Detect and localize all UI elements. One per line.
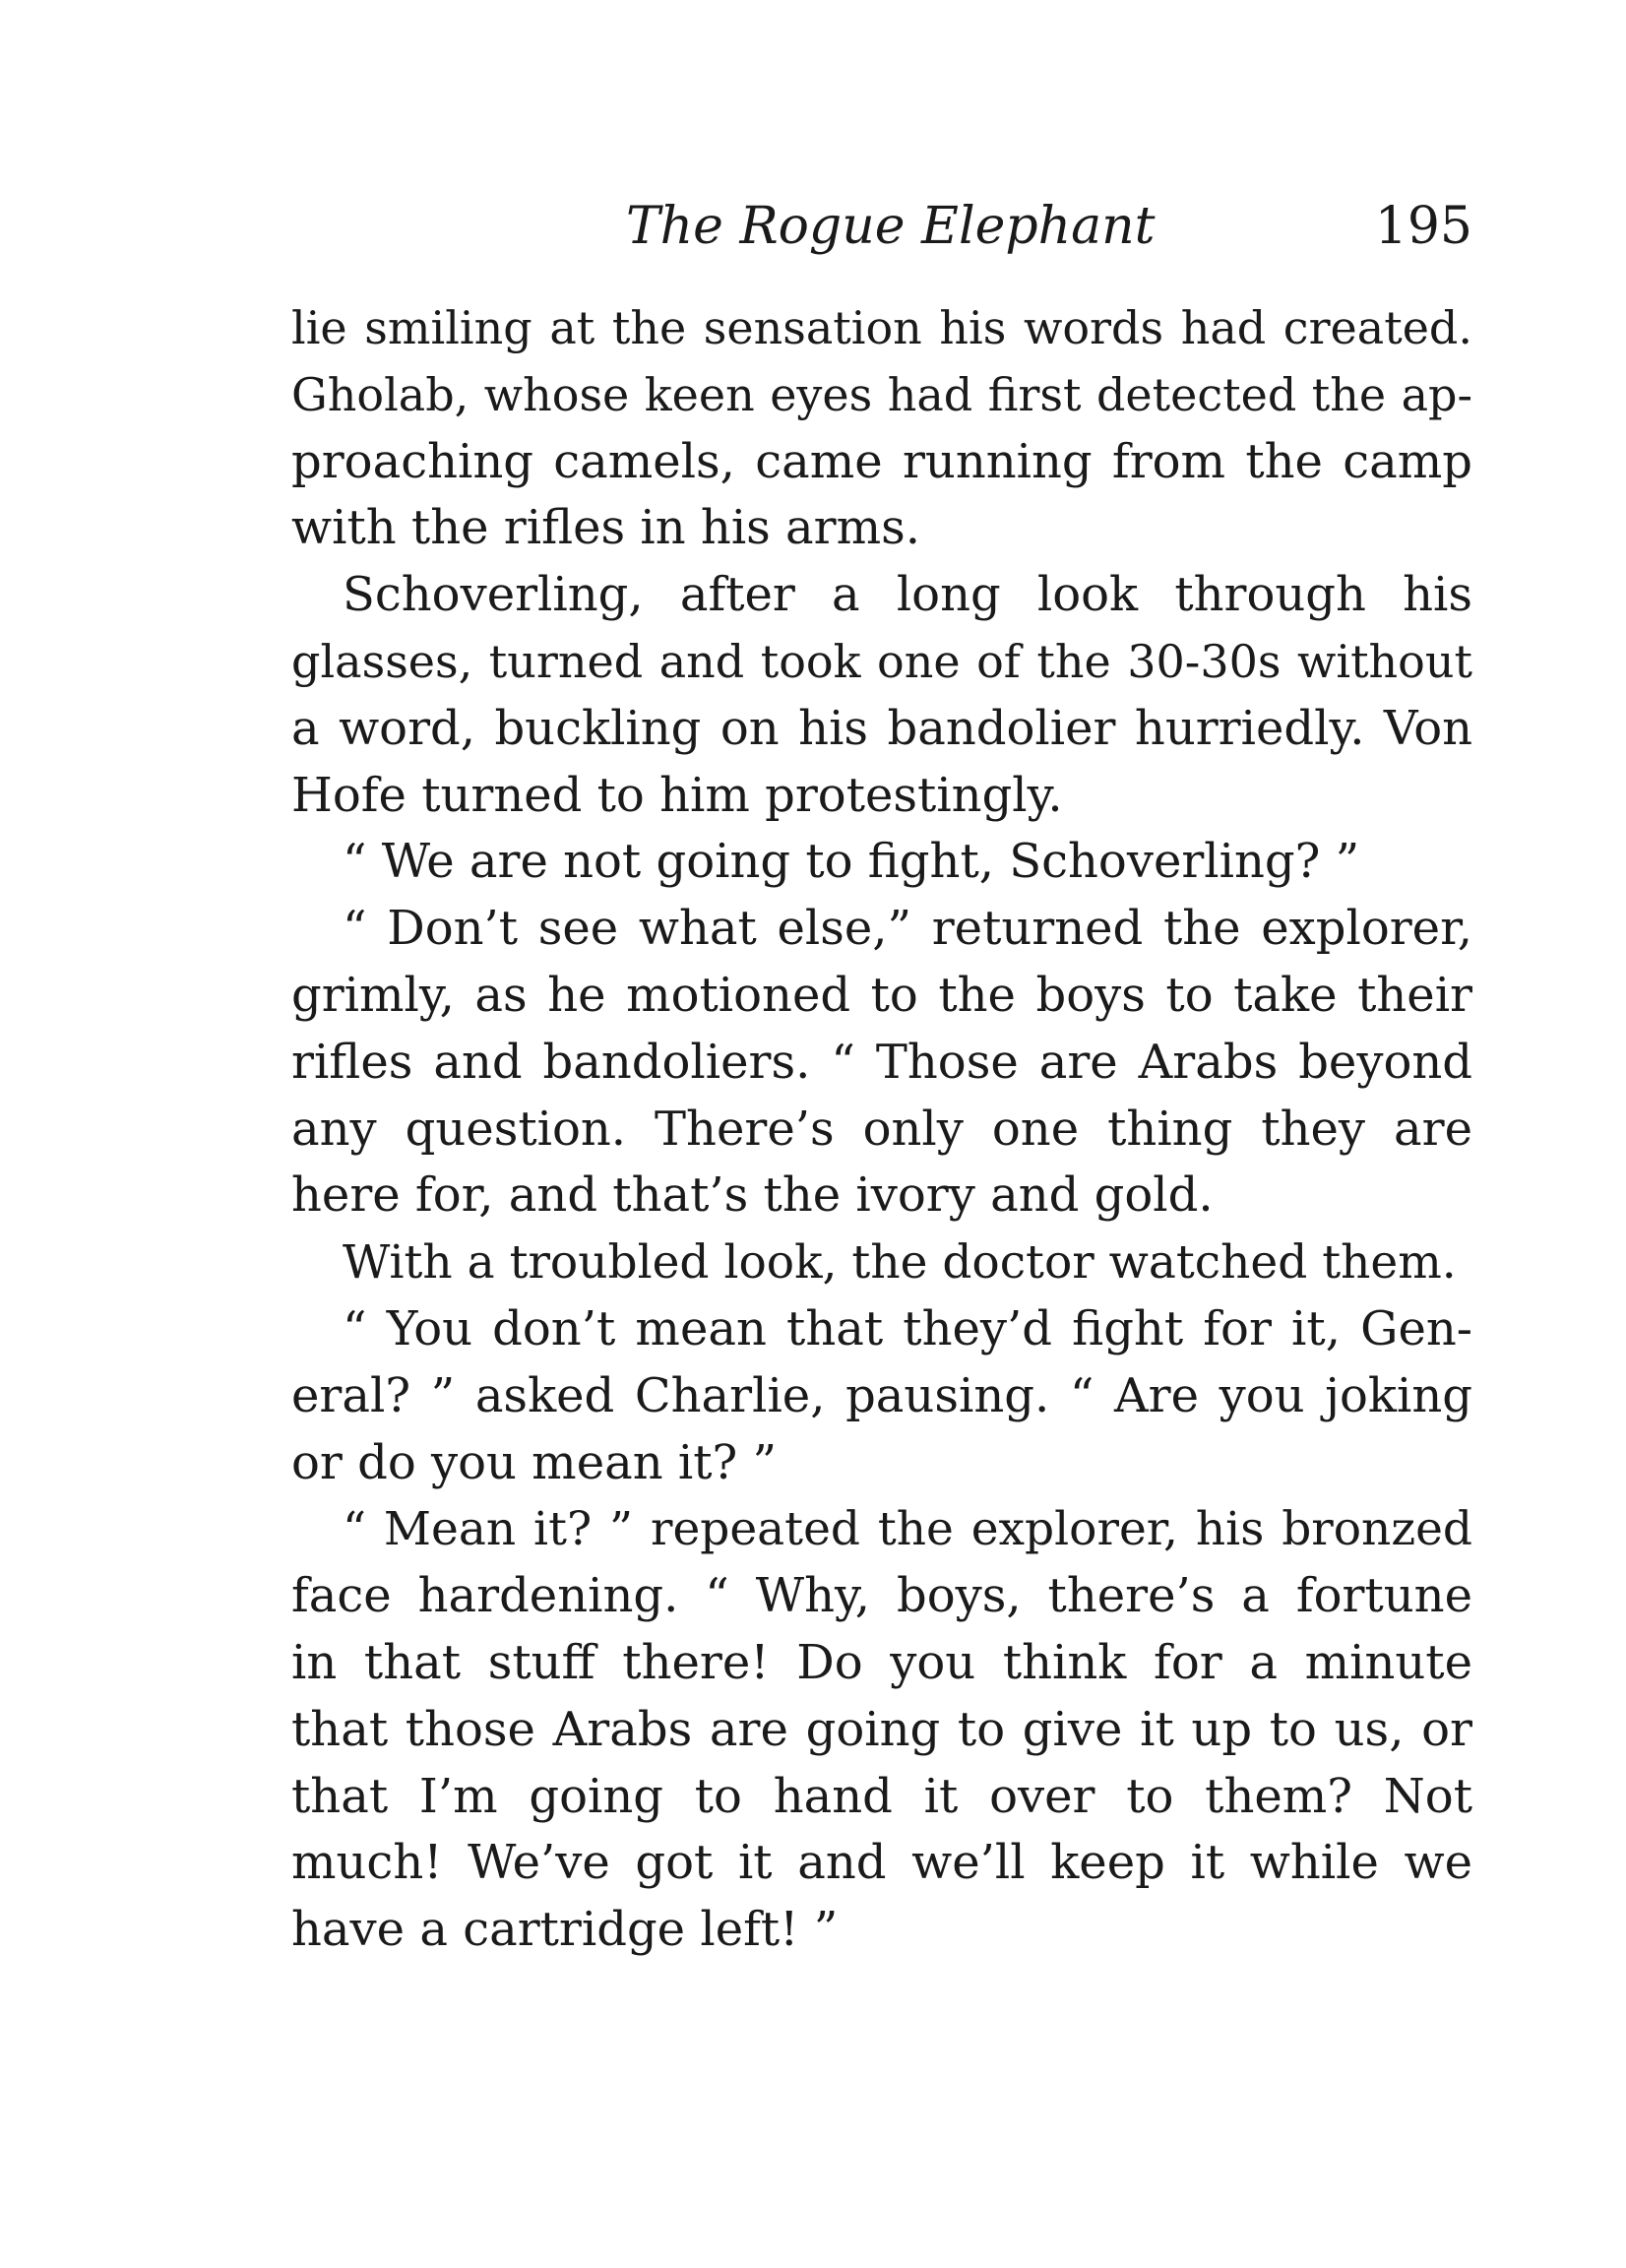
text-line: any question. There’s only one thing they are xyxy=(291,1101,1472,1157)
text-line: “ We are not going to fight, Schoverling? ” xyxy=(343,834,1360,890)
text-line: Gholab, whose keen eyes had first detected the ap- xyxy=(291,367,1472,421)
page-number: 195 xyxy=(1374,197,1472,256)
text-line: “ Mean it? ” repeated the explorer, his bronzed xyxy=(343,1502,1472,1557)
text-line: that I’m going to hand it over to them? Not xyxy=(291,1768,1472,1824)
text-line: rifles and bandoliers. “ Those are Arabs beyond xyxy=(291,1034,1472,1090)
text-line: Hofe turned to him protestingly. xyxy=(291,767,1063,823)
text-line: or do you mean it? ” xyxy=(291,1434,778,1490)
running-head xyxy=(291,187,1472,266)
text-line: grimly, as he motioned to the boys to take their xyxy=(291,967,1472,1023)
text-line: much! We’ve got it and we’ll keep it while we xyxy=(291,1835,1472,1891)
text-line: lie smiling at the sensation his words had created. xyxy=(291,301,1472,354)
text-line: have a cartridge left! ” xyxy=(291,1902,839,1958)
text-line: in that stuff there! Do you think for a minute xyxy=(291,1634,1472,1690)
text-line: here for, and that’s the ivory and gold. xyxy=(291,1167,1214,1224)
text-line: “ You don’t mean that they’d fight for it, Gen- xyxy=(343,1300,1472,1356)
text-line: proaching camels, came running from the camp xyxy=(291,433,1472,489)
running-head-title: The Rogue Elephant xyxy=(626,197,1156,256)
text-line: face hardening. “ Why, boys, there’s a fortune xyxy=(291,1568,1472,1624)
text-line: a word, buckling on his bandolier hurriedly. Von xyxy=(291,700,1472,756)
text-line: glasses, turned and took one of the 30-30s without xyxy=(291,634,1472,688)
text-line: Schoverling, after a long look through his xyxy=(343,567,1472,623)
text-line: With a troubled look, the doctor watched them. xyxy=(343,1235,1457,1291)
text-line: that those Arabs are going to give it up to us, or xyxy=(291,1701,1472,1757)
body-text xyxy=(291,295,1472,1964)
text-line: eral? ” asked Charlie, pausing. “ Are you joking xyxy=(291,1367,1472,1423)
text-line: “ Don’t see what else,” returned the explorer, xyxy=(343,901,1472,957)
text-line: with the rifles in his arms. xyxy=(291,500,921,556)
